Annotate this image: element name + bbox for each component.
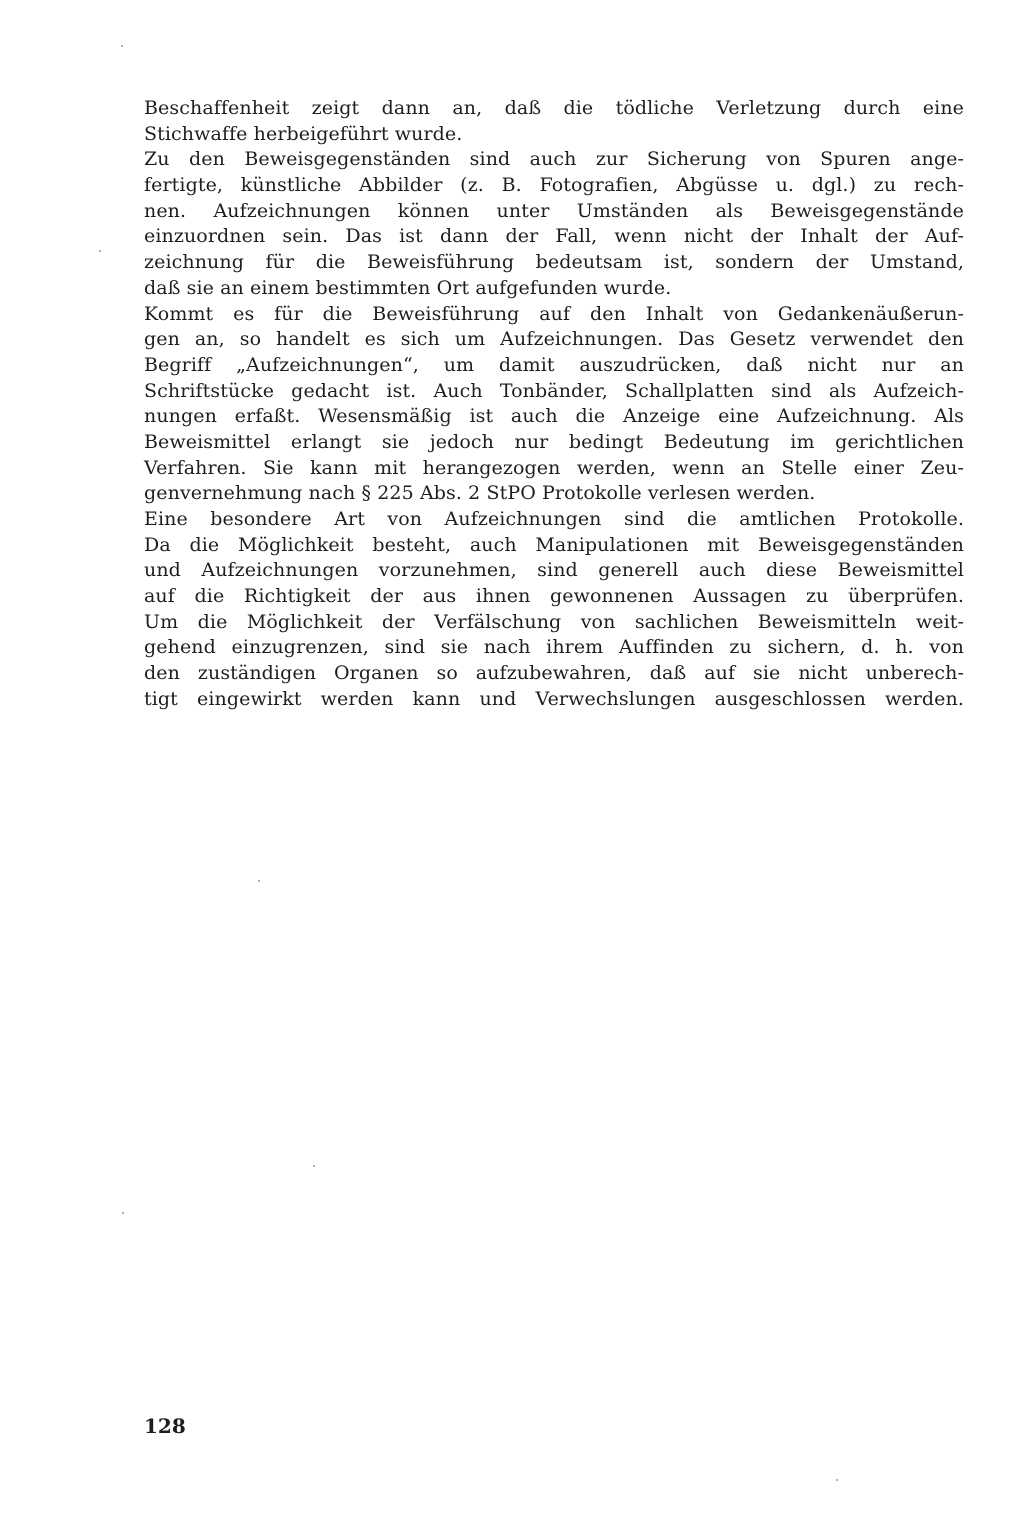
text-line: Schriftstücke gedacht ist. Auch Tonbänder, Schallplatten sind als Aufzeich- <box>144 379 964 402</box>
text-line: gehend einzugrenzen, sind sie nach ihrem Auffinden zu sichern, d. h. von <box>144 636 964 659</box>
text-line: Da die Möglichkeit besteht, auch Manipulationen mit Beweisgegenständen <box>144 533 964 556</box>
scan-speck <box>258 880 260 882</box>
text-line: einzuordnen sein. Das ist dann der Fall, wenn nicht der Inhalt der Auf- <box>144 225 964 248</box>
text-line: daß sie an einem bestimmten Ort aufgefunden wurde. <box>144 276 672 299</box>
text-line: und Aufzeichnungen vorzunehmen, sind generell auch diese Beweismittel <box>144 559 964 582</box>
text-line: tigt eingewirkt werden kann und Verwechslungen ausgeschlossen werden. <box>144 687 964 710</box>
text-line: den zuständigen Organen so aufzubewahren, daß auf sie nicht unberech- <box>144 662 964 685</box>
text-line: Beweismittel erlangt sie jedoch nur bedingt Bedeutung im gerichtlichen <box>144 430 964 453</box>
text-line: Zu den Beweisgegenständen sind auch zur Sicherung von Spuren ange- <box>144 148 964 171</box>
page-number: 128 <box>144 1414 186 1438</box>
text-line: Eine besondere Art von Aufzeichnungen sind die amtlichen Protokolle. <box>144 508 964 530</box>
text-line: gen an, so handelt es sich um Aufzeichnungen. Das Gesetz verwendet den <box>144 328 964 351</box>
text-line: genvernehmung nach § 225 Abs. 2 StPO Protokolle verlesen werden. <box>144 482 816 505</box>
text-line: Begriff „Aufzeichnungen“, um damit auszudrücken, daß nicht nur an <box>144 353 964 376</box>
text-line: zeichnung für die Beweisführung bedeutsam ist, sondern der Umstand, <box>144 251 964 274</box>
text-line: Verfahren. Sie kann mit herangezogen werden, wenn an Stelle einer Zeu- <box>144 456 964 479</box>
scan-speck <box>836 1479 838 1481</box>
text-line: auf die Richtigkeit der aus ihnen gewonnenen Aussagen zu überprüfen. <box>144 585 964 608</box>
text-line: nen. Aufzeichnungen können unter Umständen als Beweisgegenstände <box>144 199 964 222</box>
scan-speck <box>313 1165 315 1167</box>
text-line: nungen erfaßt. Wesensmäßig ist auch die Anzeige eine Aufzeichnung. Als <box>144 405 964 428</box>
scan-speck <box>121 45 123 47</box>
text-line: Um die Möglichkeit der Verfälschung von sachlichen Beweismitteln weit- <box>144 610 964 633</box>
body-text <box>144 96 964 713</box>
text-line: Stichwaffe herbeigeführt wurde. <box>144 122 463 145</box>
scan-speck <box>99 250 101 252</box>
text-line: Beschaffenheit zeigt dann an, daß die tödliche Verletzung durch eine <box>144 97 964 119</box>
scan-speck <box>122 1212 124 1214</box>
text-line: fertigte, künstliche Abbilder (z. B. Fotografien, Abgüsse u. dgl.) zu rech- <box>144 174 964 197</box>
text-line: Kommt es für die Beweisführung auf den Inhalt von Gedankenäußerun- <box>144 302 964 325</box>
